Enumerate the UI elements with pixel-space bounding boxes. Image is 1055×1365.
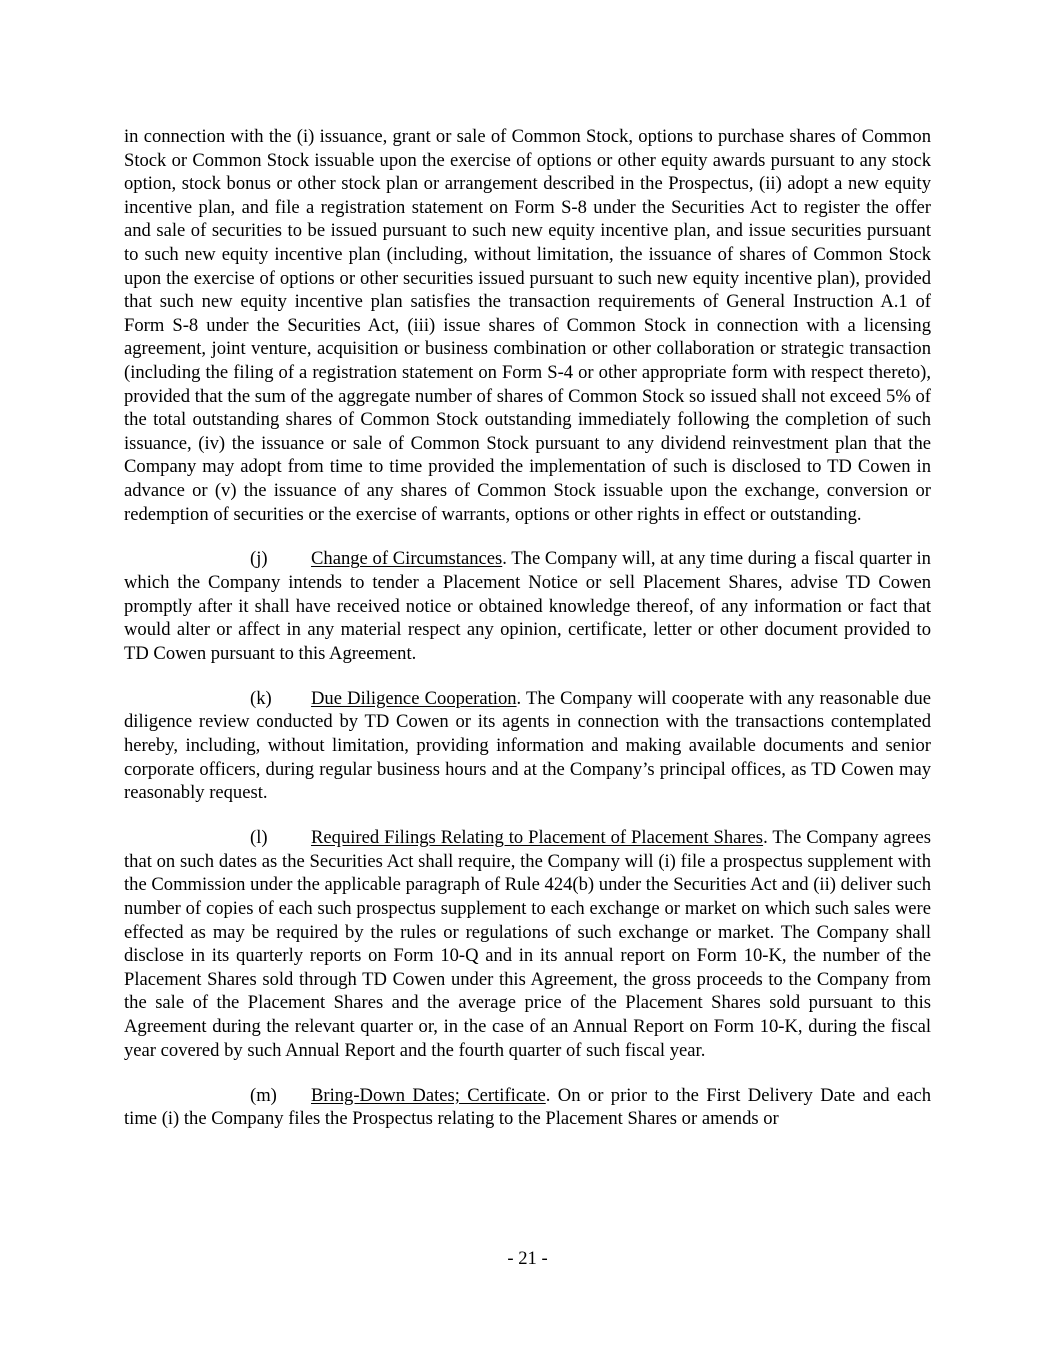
section-label: (l) — [250, 827, 268, 849]
section-label: (k) — [250, 687, 272, 709]
continuation-paragraph: in connection with the (i) issuance, grant or sale of Common Stock, options to purchase shares of Common Stock or Common Stock issuable upon the exercise of options or other equity awards pursuant to any stock option, stock bonus or other stock plan or arrangement described in the Prospectus, (ii) adopt a new equity incentive plan, and file a registration statement on Form S-8 under the Securities Act to register the offer and sale of securities to be issued pursuant to such new equity incentive plan, and issue securities pursuant to such new equity incentive plan (including, without limitation, the issuance of shares of Common Stock upon the exercise of options or other securities issued pursuant to such new equity incentive plan), provided that such new equity incentive plan satisfies the transaction requirements of General Instruction A.1 of Form S-8 under the Securities Act, (iii) issue shares of Common Stock in connection with a licensing agreement, joint venture, acquisition or business combination or other collaboration or strategic transaction (including the filing of a registration statement on Form S-4 or other appropriate form with respect thereto), provided that the sum of the aggregate number of shares of Common Stock so issued shall not exceed 5% of the total outstanding shares of Common Stock outstanding immediately following the completion of such issuance, (iv) the issuance or sale of Common Stock pursuant to any dividend reinvestment plan that the Company may adopt from time to time provided the implementation of such is disclosed to TD Cowen in advance or (v) the issuance of any shares of Common Stock issuable upon the exchange, conversion or redemption of securities or the exercise of warrants, options or other rights in effect or outstanding. — [124, 126, 931, 525]
section-body: . The Company will cooperate with any reasonable due diligence review conducted by TD Cowen or its agents in connection with the transactions contemplated hereby, including, without limitation, providing information and making available documents and senior corporate officers, during regular business hours and at the Company’s principal offices, as TD Cowen may reasonably request. — [124, 687, 931, 804]
section-heading: Due Diligence Cooperation — [311, 687, 517, 709]
section-l — [124, 826, 931, 1062]
section-k — [124, 687, 931, 805]
section-heading: Change of Circumstances — [311, 548, 503, 570]
section-heading: Required Filings Relating to Placement of Placement Shares — [311, 827, 764, 849]
section-body: . The Company agrees that on such dates as the Securities Act shall require, the Company will (i) file a prospectus supplement with the Commission under the applicable paragraph of Rule 424(b) under the Securities Act and (ii) deliver such number of copies of each such prospectus supplement to each exchange or market on which such sales were effected as may be required by the rules or regulations of such exchange or market. The Company shall disclose in its quarterly reports on Form 10-Q and in its annual report on Form 10-K, the number of the Placement Shares sold through TD Cowen under this Agreement, the gross proceeds to the Company from the sale of the Placement Shares and the average price of the Placement Shares sold pursuant to this Agreement during the relevant quarter or, in the case of an Annual Report on Form 10-K, during the fiscal year covered by such Annual Report and the fourth quarter of such fiscal year. — [124, 827, 931, 1061]
page-number: - 21 - — [507, 1248, 548, 1269]
document-page — [124, 125, 931, 1131]
section-j — [124, 547, 931, 665]
section-body: . On or prior to the First Delivery Date and each time (i) the Company files the Prospectus relating to the Placement Shares or amends or — [124, 1084, 931, 1130]
section-m — [124, 1084, 931, 1131]
section-label: (j) — [250, 548, 268, 570]
section-label: (m) — [250, 1084, 277, 1106]
section-heading: Bring-Down Dates; Certificate — [311, 1084, 546, 1106]
section-body: . The Company will, at any time during a fiscal quarter in which the Company intends to tender a Placement Notice or sell Placement Shares, advise TD Cowen promptly after it shall have received notice or obtained knowledge thereof, of any information or fact that would alter or affect in any material respect any opinion, certificate, letter or other document provided to TD Cowen pursuant to this Agreement. — [124, 548, 931, 664]
